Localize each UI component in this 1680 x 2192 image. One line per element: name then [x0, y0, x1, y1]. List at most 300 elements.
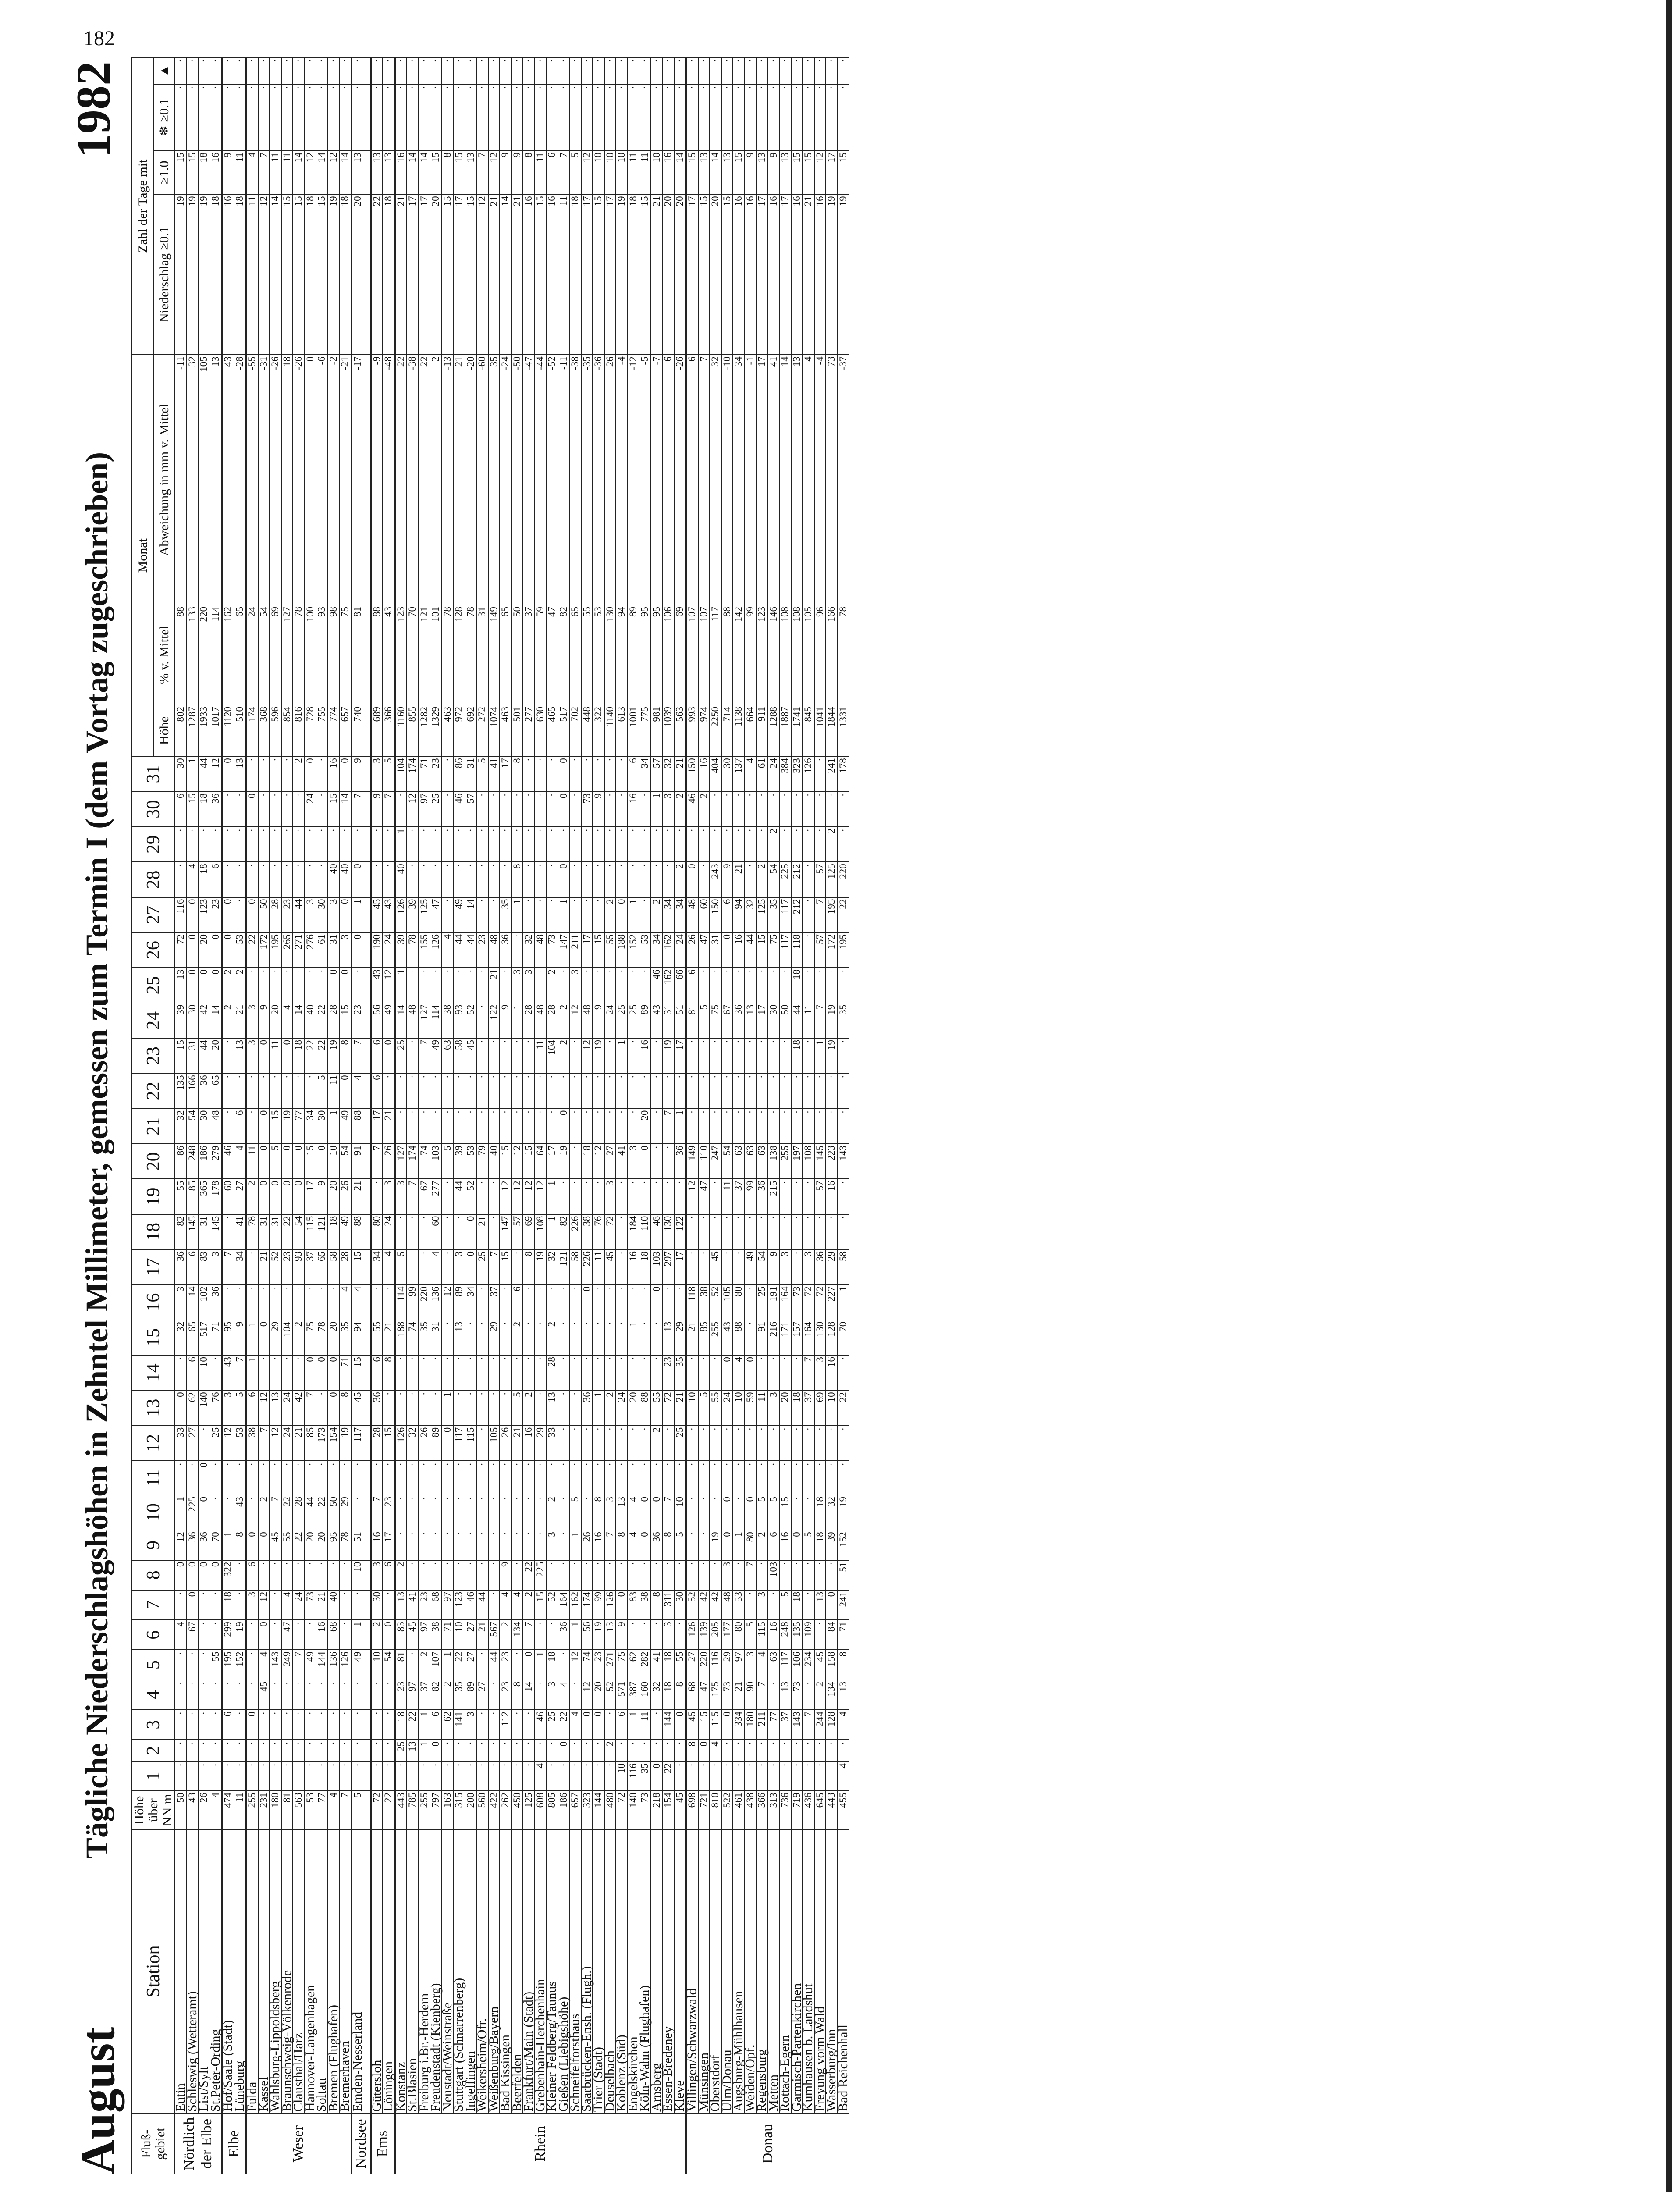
summary-zs: · [234, 84, 246, 151]
day-value: · [442, 1214, 454, 1249]
day-value: · [721, 1214, 733, 1249]
day-value: 16 [698, 756, 710, 791]
day-value: 75 [710, 1003, 721, 1038]
day-value: 45 [258, 1680, 270, 1710]
summary-z10: 7 [476, 151, 488, 195]
day-value: · [803, 1109, 814, 1144]
summary-zh: · [569, 57, 581, 84]
day-value: · [698, 1038, 710, 1073]
day-value: · [710, 1214, 721, 1249]
summary-abw: -26 [270, 355, 281, 605]
summary-z10: 15 [175, 151, 187, 195]
day-value: · [258, 968, 270, 1003]
summary-zs: · [198, 84, 210, 151]
day-value: 49 [745, 1249, 757, 1285]
station-row [175, 57, 187, 2174]
table-head [132, 57, 175, 2174]
day-value: 6 [246, 1390, 258, 1425]
day-value: · [523, 1038, 535, 1073]
day-value: 0 [558, 1740, 570, 1761]
day-value: · [523, 1530, 535, 1560]
day-value: 44 [453, 932, 465, 968]
station-name: Kleve [674, 1829, 686, 2114]
day-value: 8 [339, 1390, 352, 1425]
day-value: 6 [234, 1109, 246, 1144]
day-value: 103 [651, 1249, 663, 1285]
day-value: · [511, 1038, 523, 1073]
day-value: · [465, 1560, 477, 1590]
day-value: · [581, 897, 593, 932]
day-value: 0 [593, 1710, 604, 1740]
day-value: · [476, 1761, 488, 1791]
day-value: 4 [281, 1003, 293, 1038]
summary-monat: 816 [293, 705, 305, 756]
day-value: 20 [779, 1390, 791, 1425]
day-header-9: 9 [132, 1530, 175, 1560]
day-value: 34 [234, 1249, 246, 1285]
summary-pct: 133 [187, 605, 199, 705]
day-value: 32 [662, 756, 674, 791]
summary-abw: -11 [175, 355, 187, 605]
day-value: 7 [745, 1560, 757, 1590]
day-value: · [198, 1650, 210, 1680]
summary-zh: · [339, 57, 352, 84]
station-name: Arnsberg [651, 1829, 663, 2114]
day-value: 61 [756, 756, 768, 791]
day-value: · [246, 968, 258, 1003]
day-value: · [721, 1073, 733, 1108]
station-height: 721 [698, 1791, 710, 1829]
day-value: 24 [305, 792, 316, 827]
day-header-6: 6 [132, 1620, 175, 1650]
day-value: · [745, 1109, 757, 1144]
day-value: 24 [768, 756, 780, 791]
day-value: · [453, 1214, 465, 1249]
day-value: 1 [395, 968, 407, 1003]
day-value: · [546, 1461, 558, 1495]
summary-zs: · [686, 84, 698, 151]
summary-zh: · [476, 57, 488, 84]
summary-pct: 65 [234, 605, 246, 705]
day-value: 44 [791, 1003, 803, 1038]
day-value: 0 [558, 756, 570, 791]
day-value: 55 [604, 932, 616, 968]
summary-pct: 128 [453, 605, 465, 705]
day-value: 80 [733, 1620, 745, 1650]
day-value: 127 [419, 1003, 430, 1038]
day-value: · [698, 1249, 710, 1285]
day-value: 0 [210, 932, 222, 968]
day-value: 12 [593, 1144, 604, 1179]
summary-zh: · [175, 57, 187, 84]
day-value: 16 [328, 756, 340, 791]
summary-abw: -36 [593, 355, 604, 605]
day-value: 29 [488, 1320, 500, 1355]
day-value: · [488, 1073, 500, 1108]
day-value: 27 [187, 1426, 199, 1461]
day-value: 85 [305, 1426, 316, 1461]
day-value: · [430, 1355, 442, 1390]
day-value: · [305, 1680, 316, 1710]
day-value: · [430, 827, 442, 862]
summary-z10: 9 [768, 151, 780, 195]
day-value: · [768, 1073, 780, 1108]
summary-zs: · [430, 84, 442, 151]
day-value: 7 [222, 1249, 234, 1285]
day-value: 6 [210, 862, 222, 897]
day-value: 76 [210, 1390, 222, 1425]
day-value: · [639, 792, 651, 827]
day-value: · [569, 792, 581, 827]
day-value: 0 [581, 1285, 593, 1320]
summary-z01: 19 [328, 194, 340, 355]
day-value: 0 [210, 1560, 222, 1590]
summary-abw: 73 [826, 355, 838, 605]
day-value: · [581, 756, 593, 791]
summary-zh: · [803, 57, 814, 84]
summary-pct: 78 [465, 605, 477, 705]
day-value: · [293, 862, 305, 897]
day-value: 58 [328, 1249, 340, 1285]
day-value: 9 [500, 1003, 511, 1038]
day-value: · [686, 1461, 698, 1495]
station-height: 81 [281, 1791, 293, 1829]
day-value: · [234, 1710, 246, 1740]
summary-z01: 15 [281, 194, 293, 355]
day-value: · [511, 1355, 523, 1390]
day-value: 33 [175, 1426, 187, 1461]
day-value: 126 [339, 1650, 352, 1680]
day-value: · [234, 1761, 246, 1791]
day-value: · [733, 1249, 745, 1285]
day-value: 103 [430, 1144, 442, 1179]
day-value: · [476, 1560, 488, 1590]
day-value: 0 [258, 1530, 270, 1560]
day-value: 46 [686, 792, 698, 827]
summary-zh: · [721, 57, 733, 84]
day-value: · [523, 1495, 535, 1530]
day-value: 0 [258, 1620, 270, 1650]
day-value: · [430, 968, 442, 1003]
day-value: 18 [222, 1590, 234, 1620]
day-value: 0 [616, 1590, 628, 1620]
day-value: 34 [305, 1109, 316, 1144]
day-header-1: 1 [132, 1761, 175, 1791]
day-value: 140 [198, 1390, 210, 1425]
day-value: 311 [662, 1590, 674, 1620]
day-value: · [234, 1073, 246, 1108]
day-value: · [316, 1740, 328, 1761]
day-value: · [698, 1214, 710, 1249]
day-value: 145 [187, 1214, 199, 1249]
day-value: 3 [511, 968, 523, 1003]
day-value: 104 [395, 756, 407, 791]
day-value: · [465, 1390, 477, 1425]
day-value: 13 [453, 1320, 465, 1355]
day-value: 85 [698, 1320, 710, 1355]
day-value: · [558, 1073, 570, 1108]
summary-monat: 1039 [662, 705, 674, 756]
day-value: 2 [604, 1740, 616, 1761]
day-value: 0 [316, 1144, 328, 1179]
day-value: · [721, 1740, 733, 1761]
day-value: 322 [222, 1560, 234, 1590]
summary-pct: 127 [281, 605, 293, 705]
summary-zs: · [616, 84, 628, 151]
day-value: 83 [628, 1590, 639, 1620]
summary-pct: 107 [686, 605, 698, 705]
day-value: 13 [546, 1390, 558, 1425]
summary-zs: · [535, 84, 547, 151]
day-value: 21 [686, 1320, 698, 1355]
summary-z01: 18 [210, 194, 222, 355]
day-value: · [407, 862, 419, 897]
day-value: 11 [328, 1073, 340, 1108]
day-value: 0 [651, 1285, 663, 1320]
day-value: · [281, 1761, 293, 1791]
day-value: 9 [316, 1179, 328, 1214]
day-value: · [383, 1761, 395, 1791]
day-value: 1 [187, 756, 199, 791]
day-value: · [419, 1761, 430, 1791]
day-value: 25 [395, 1740, 407, 1761]
day-value: · [383, 1285, 395, 1320]
day-value: · [175, 1650, 187, 1680]
summary-z01: 16 [745, 194, 757, 355]
day-value: · [465, 1320, 477, 1355]
day-value: · [756, 1461, 768, 1495]
day-value: · [604, 827, 616, 862]
day-value: 0 [674, 1710, 686, 1740]
day-value: · [500, 1285, 511, 1320]
day-value: 162 [569, 1590, 581, 1620]
day-value: 1 [569, 1620, 581, 1650]
day-value: 18 [814, 1530, 826, 1560]
day-value: · [246, 756, 258, 791]
day-value: 154 [328, 1426, 340, 1461]
fluss-header: Fluß-gebiet [132, 2114, 175, 2174]
day-value: 4 [628, 1495, 639, 1530]
day-value: 90 [745, 1680, 757, 1710]
day-value: 164 [558, 1590, 570, 1620]
day-value: · [710, 1461, 721, 1495]
day-value: 14 [523, 1680, 535, 1710]
day-value: 25 [476, 1249, 488, 1285]
day-value: 4 [511, 1590, 523, 1620]
summary-z10: 15 [686, 151, 698, 195]
day-value: · [662, 1740, 674, 1761]
day-value: 20 [628, 1390, 639, 1425]
day-value: · [395, 1355, 407, 1390]
day-value: · [604, 756, 616, 791]
day-value: 1 [616, 1038, 628, 1073]
summary-zs: · [569, 84, 581, 151]
summary-z01: 15 [465, 194, 477, 355]
day-value: · [523, 897, 535, 932]
station-row [674, 57, 686, 2174]
day-value: · [733, 792, 745, 827]
day-value: 197 [791, 1144, 803, 1179]
summary-zh: · [383, 57, 395, 84]
day-value: 19 [281, 1109, 293, 1144]
summary-abw: -2 [328, 355, 340, 605]
station-row [258, 57, 270, 2174]
station-height: 313 [768, 1791, 780, 1829]
day-value: 3 [803, 1249, 814, 1285]
day-value: · [407, 1761, 419, 1791]
day-value: 36 [500, 932, 511, 968]
day-value: · [581, 1355, 593, 1390]
day-value: 36 [198, 1530, 210, 1560]
day-value: 3 [569, 968, 581, 1003]
day-value: 28 [270, 897, 281, 932]
summary-zh: · [639, 57, 651, 84]
station-row [756, 57, 768, 2174]
day-value: 89 [465, 1680, 477, 1710]
station-name: Schleswig (Wetteramt) [187, 1829, 199, 2114]
summary-pct: 130 [604, 605, 616, 705]
day-value: 26 [339, 1179, 352, 1214]
day-value: 25 [616, 1003, 628, 1038]
day-value: · [210, 1495, 222, 1530]
day-value: 38 [698, 1285, 710, 1320]
summary-z01: 17 [453, 194, 465, 355]
day-value: 16 [768, 1620, 780, 1650]
day-value: 45 [407, 1620, 419, 1650]
day-value: · [453, 1461, 465, 1495]
day-value: · [246, 1740, 258, 1761]
station-height: 455 [838, 1791, 849, 1829]
day-value: · [476, 792, 488, 827]
station-row [826, 57, 838, 2174]
day-value: · [523, 1320, 535, 1355]
day-value: 2 [651, 897, 663, 932]
summary-monat: 272 [476, 705, 488, 756]
day-value: 31 [258, 1214, 270, 1249]
day-value: 0 [258, 1109, 270, 1144]
day-value: · [293, 1355, 305, 1390]
day-value: 18 [198, 862, 210, 897]
day-value: · [453, 1560, 465, 1590]
day-value: 32 [523, 932, 535, 968]
day-value: 3 [779, 1249, 791, 1285]
day-value: 1 [838, 1285, 849, 1320]
summary-zs: · [352, 84, 371, 151]
day-value: · [662, 1144, 674, 1179]
day-value: 2 [814, 1680, 826, 1710]
summary-z01: 16 [768, 194, 780, 355]
day-value: 57 [651, 756, 663, 791]
summary-pct: 166 [826, 605, 838, 705]
day-value: 0 [339, 897, 352, 932]
summary-monat: 728 [305, 705, 316, 756]
day-value: 9 [500, 1560, 511, 1590]
day-value: · [523, 1073, 535, 1108]
day-value: · [569, 1285, 581, 1320]
day-value: 126 [803, 756, 814, 791]
day-value: · [270, 1740, 281, 1761]
day-value: 0 [651, 1761, 663, 1791]
day-value: · [453, 827, 465, 862]
day-value: · [293, 1285, 305, 1320]
day-value: 1 [328, 1109, 340, 1144]
day-value: · [628, 968, 639, 1003]
day-value: · [628, 1179, 639, 1214]
day-value: · [281, 827, 293, 862]
day-value: 18 [662, 1650, 674, 1680]
summary-zs: · [721, 84, 733, 151]
day-value: 18 [791, 968, 803, 1003]
day-value: · [305, 968, 316, 1003]
day-value: 9 [616, 1620, 628, 1650]
station-name: Bremen (Flughafen) [328, 1829, 340, 2114]
day-value: 24 [293, 1590, 305, 1620]
day-value: 97 [407, 1680, 419, 1710]
day-value: · [628, 1109, 639, 1144]
day-value: · [383, 1390, 395, 1425]
day-value: 93 [293, 1249, 305, 1285]
station-row [523, 57, 535, 2174]
day-value: 15 [352, 1355, 371, 1390]
summary-zh: · [535, 57, 547, 84]
day-value: 10 [352, 1560, 371, 1590]
day-value: · [768, 1740, 780, 1761]
day-value: · [500, 1320, 511, 1355]
day-value: 0 [442, 1426, 454, 1461]
day-value: · [639, 1073, 651, 1108]
summary-zh: · [733, 57, 745, 84]
day-value: 17 [383, 1530, 395, 1560]
summary-abw: -6 [316, 355, 328, 605]
day-value: 46 [453, 792, 465, 827]
day-value: 22 [316, 1003, 328, 1038]
day-value: 15 [500, 1249, 511, 1285]
day-value: 49 [453, 897, 465, 932]
day-value: 184 [628, 1214, 639, 1249]
day-value: 63 [745, 1144, 757, 1179]
summary-abw: 43 [222, 355, 234, 605]
day-value: · [721, 1761, 733, 1791]
day-value: 15 [756, 932, 768, 968]
day-value: · [674, 827, 686, 862]
day-value: 61 [316, 932, 328, 968]
day-value: 114 [395, 1285, 407, 1320]
day-value: · [535, 756, 547, 791]
summary-zh: · [768, 57, 780, 84]
day-value: 0 [258, 1144, 270, 1179]
day-value: 64 [535, 1144, 547, 1179]
day-value: · [476, 1710, 488, 1740]
day-value: · [535, 827, 547, 862]
day-value: · [234, 792, 246, 827]
day-value: 30 [187, 1003, 199, 1038]
day-value: 20 [316, 1530, 328, 1560]
summary-abw: 32 [187, 355, 199, 605]
day-value: 95 [222, 1320, 234, 1355]
day-value: 0 [281, 1144, 293, 1179]
day-value: 15 [187, 792, 199, 827]
day-value: · [316, 792, 328, 827]
day-value: 29 [535, 1426, 547, 1461]
day-value: · [756, 1038, 768, 1073]
day-value: 80 [733, 1285, 745, 1320]
summary-pct: 88 [371, 605, 383, 705]
day-value: 35 [639, 1761, 651, 1791]
summary-zh: · [419, 57, 430, 84]
day-value: · [593, 1740, 604, 1761]
day-value: 30 [198, 1109, 210, 1144]
day-value: 16 [826, 1355, 838, 1390]
